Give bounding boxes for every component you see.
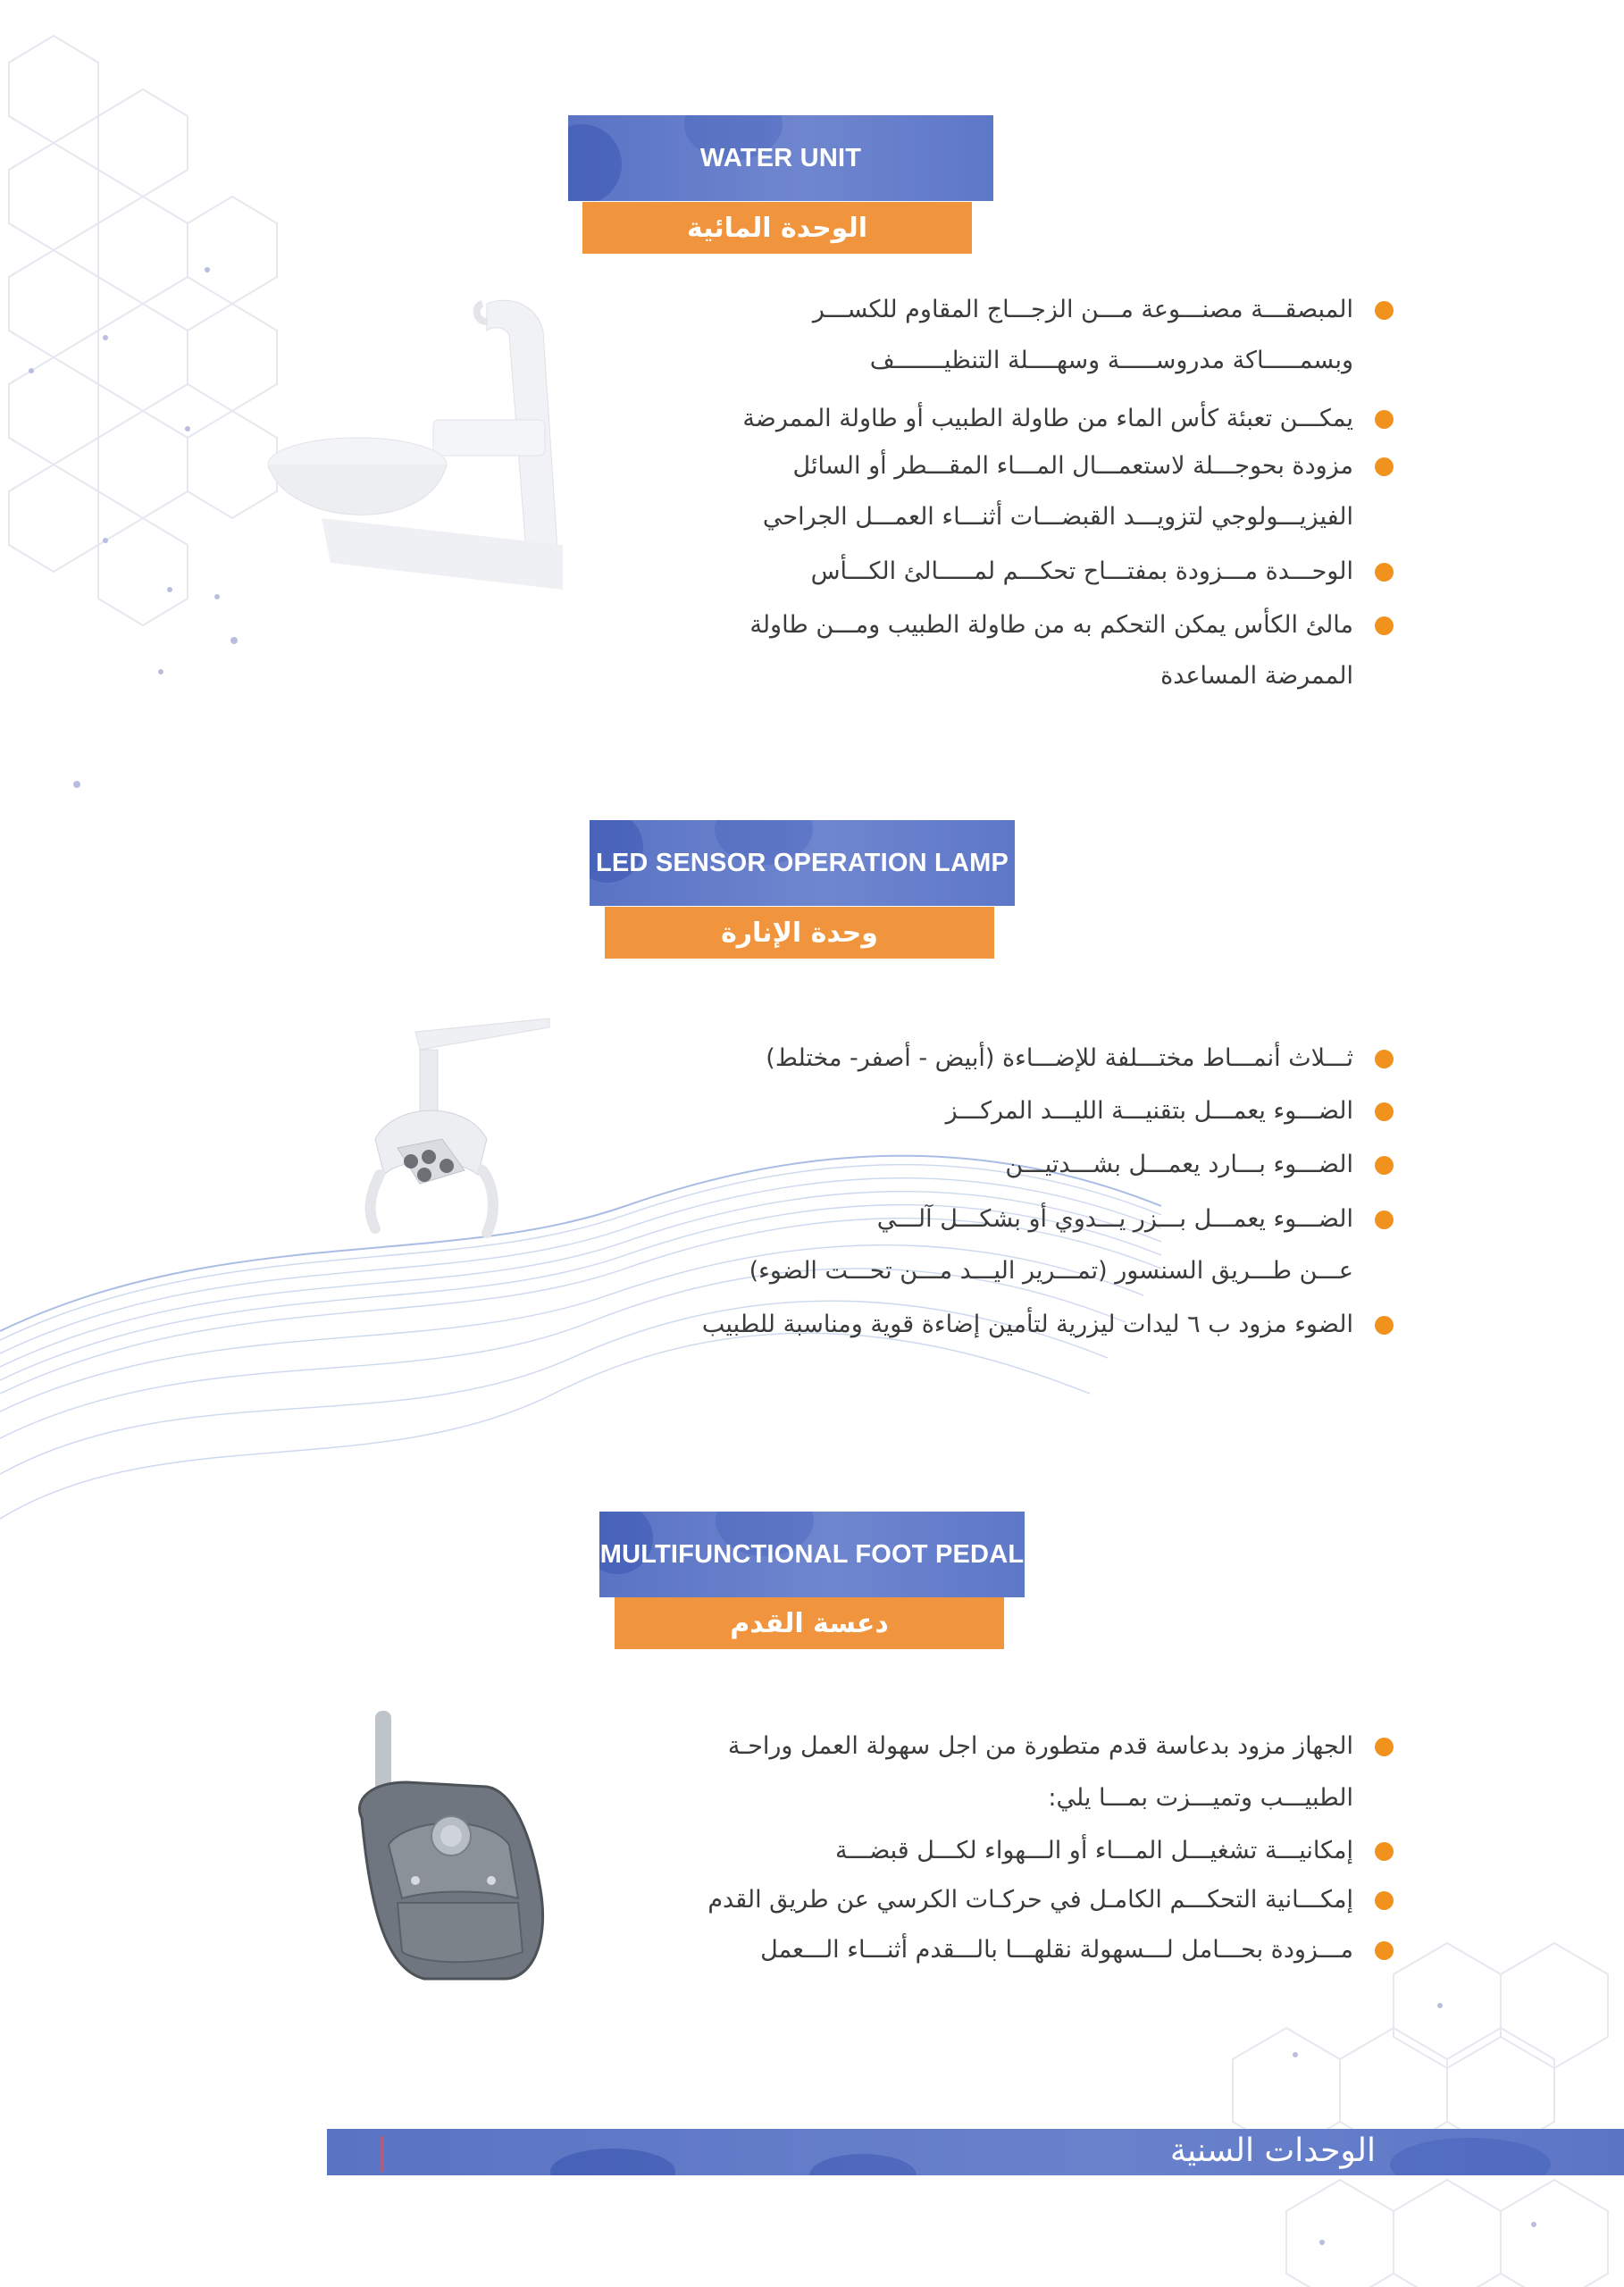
water-unit-bullets [674,295,1353,706]
footer-title: الوحدات السنية [1169,2132,1376,2169]
bullet-dot [1375,1941,1394,1960]
water-unit-image [268,295,581,599]
led-lamp-bullets [674,1043,1353,1347]
bullet-item [793,451,1353,482]
bullet-dot [1375,1316,1394,1335]
bullet-dot [1375,1156,1394,1175]
bullet-dot [1375,1050,1394,1068]
bullet-text: إمكـــانية التحكـــم الكامـل في حركـات الكرسي عن طريق القدم [707,1886,1353,1914]
section-title-en [590,820,1015,906]
bullet-item [749,610,1353,641]
bullet-item [702,1310,1353,1340]
water-unit-title-ar-text: الوحدة المائية [686,212,868,244]
led-lamp-image [322,1014,554,1273]
bullet-text: الوحـــدة مـــزودة بمفتـــاح تحكـــم لمـــــالئ الكـــأس [810,557,1353,585]
section-title-ar [615,1597,1004,1649]
bullet-item [760,1935,1353,1965]
bullet-item [946,1096,1353,1127]
bullet-item [813,295,1353,325]
bullet-continuation [1160,661,1353,691]
bullet-item [811,557,1353,587]
bullet-dot [1375,410,1394,429]
bullet-dot [1375,1738,1394,1756]
bullet-text: الممرضة المساعدة [1160,662,1353,690]
bullet-item [707,1885,1353,1915]
bullet-text: الضـــوء يعمـــل بتقنيـــة الليـــد المركـــز [945,1097,1353,1125]
led-lamp-title-ar-text: وحدة الإنارة [721,917,878,949]
bullet-dot [1375,301,1394,320]
bullet-text: الجهاز مزود بدعاسة قدم متطورة من اجل سهولة العمل وراحـة [727,1732,1353,1760]
bullet-dot [1375,1211,1394,1229]
bullet-dot [1375,1842,1394,1861]
footer-banner [327,2129,1624,2175]
bullet-item [728,1731,1353,1762]
bullet-item [835,1836,1353,1866]
bullet-text: ثـــلاث أنمـــاط مختـــلفة للإضـــاءة (أبيض - أصفر- مختلط) [766,1044,1353,1072]
bullet-text: المبصقـــة مصنـــوعة مـــن الزجـــاج المقاوم للكســـر [812,296,1353,323]
bullet-text: عـــن طـــريق السنسور (تمـــرير اليـــد مـــن تحـــت الضوء) [749,1257,1353,1285]
section-title-ar [582,202,972,254]
bullet-dot [1375,563,1394,582]
bullet-item [742,404,1353,434]
foot-pedal-image [353,1711,554,1983]
led-lamp-title-en-text: LED SENSOR OPERATION LAMP [595,848,1009,877]
bullet-item [1005,1150,1353,1180]
bullet-continuation [870,346,1353,376]
bullet-continuation [763,502,1353,532]
bullet-dot [1375,1891,1394,1910]
foot-pedal-title-en-text: MULTIFUNCTIONAL FOOT PEDAL [599,1539,1025,1569]
bullet-continuation [749,1256,1353,1286]
foot-pedal-bullets [674,1731,1353,1973]
bullet-item [877,1204,1353,1235]
water-unit-title-en-text: WATER UNIT [699,143,862,172]
section-title-en [568,115,993,201]
bullet-text: مالئ الكأس يمكن التحكم به من طاولة الطبيب ومـــن طاولة [749,611,1353,639]
bullet-text: الفيزيـــولوجي لتزويـــد القبضـــات أثنـــاء العمـــل الجراحي [762,503,1353,531]
foot-pedal-title-ar-text: دعسة القدم [730,1607,889,1639]
bullet-text: إمكانيـــة تشغيـــل المـــاء أو الـــهواء لكـــل قبضـــة [835,1837,1353,1864]
bullet-text: الضـــوء بـــارد يعمـــل بشـــدتيـــن [1005,1151,1353,1178]
section-title-ar [605,907,994,959]
bullet-dot [1375,616,1394,635]
bullet-text: مـــزودة بحـــامل لـــسهولة نقلهـــا بالـــقدم أثنـــاء الـــعمل [760,1936,1353,1964]
bullet-dot [1375,457,1394,476]
bullet-text: الطبيـــب وتميـــزت بمـــا يلي: [1048,1784,1353,1812]
bullet-text: الضوء مزود ب ٦ ليدات ليزرية لتأمين إضاءة قوية ومناسبة للطبيب [701,1311,1353,1338]
bullet-text: الضـــوء يعمـــل بـــزر يـــدوي أو بشكـــل آلـــي [876,1205,1353,1233]
bullet-text: يمكـــن تعبئة كأس الماء من طاولة الطبيب أو طاولة الممرضة [742,405,1353,432]
bullet-text: مزودة بحوجـــلة لاستعمـــال المـــاء المقـــطر أو السائل [792,452,1353,480]
footer-decoration [327,2129,1624,2175]
bullet-item [766,1043,1353,1074]
bullet-dot [1375,1102,1394,1121]
bullet-text: وبسمـــــاكة مدروســـــة وسهــــلة التنظيـــــــف [869,347,1353,374]
bullet-continuation [1048,1783,1353,1814]
section-title-en [599,1512,1025,1597]
